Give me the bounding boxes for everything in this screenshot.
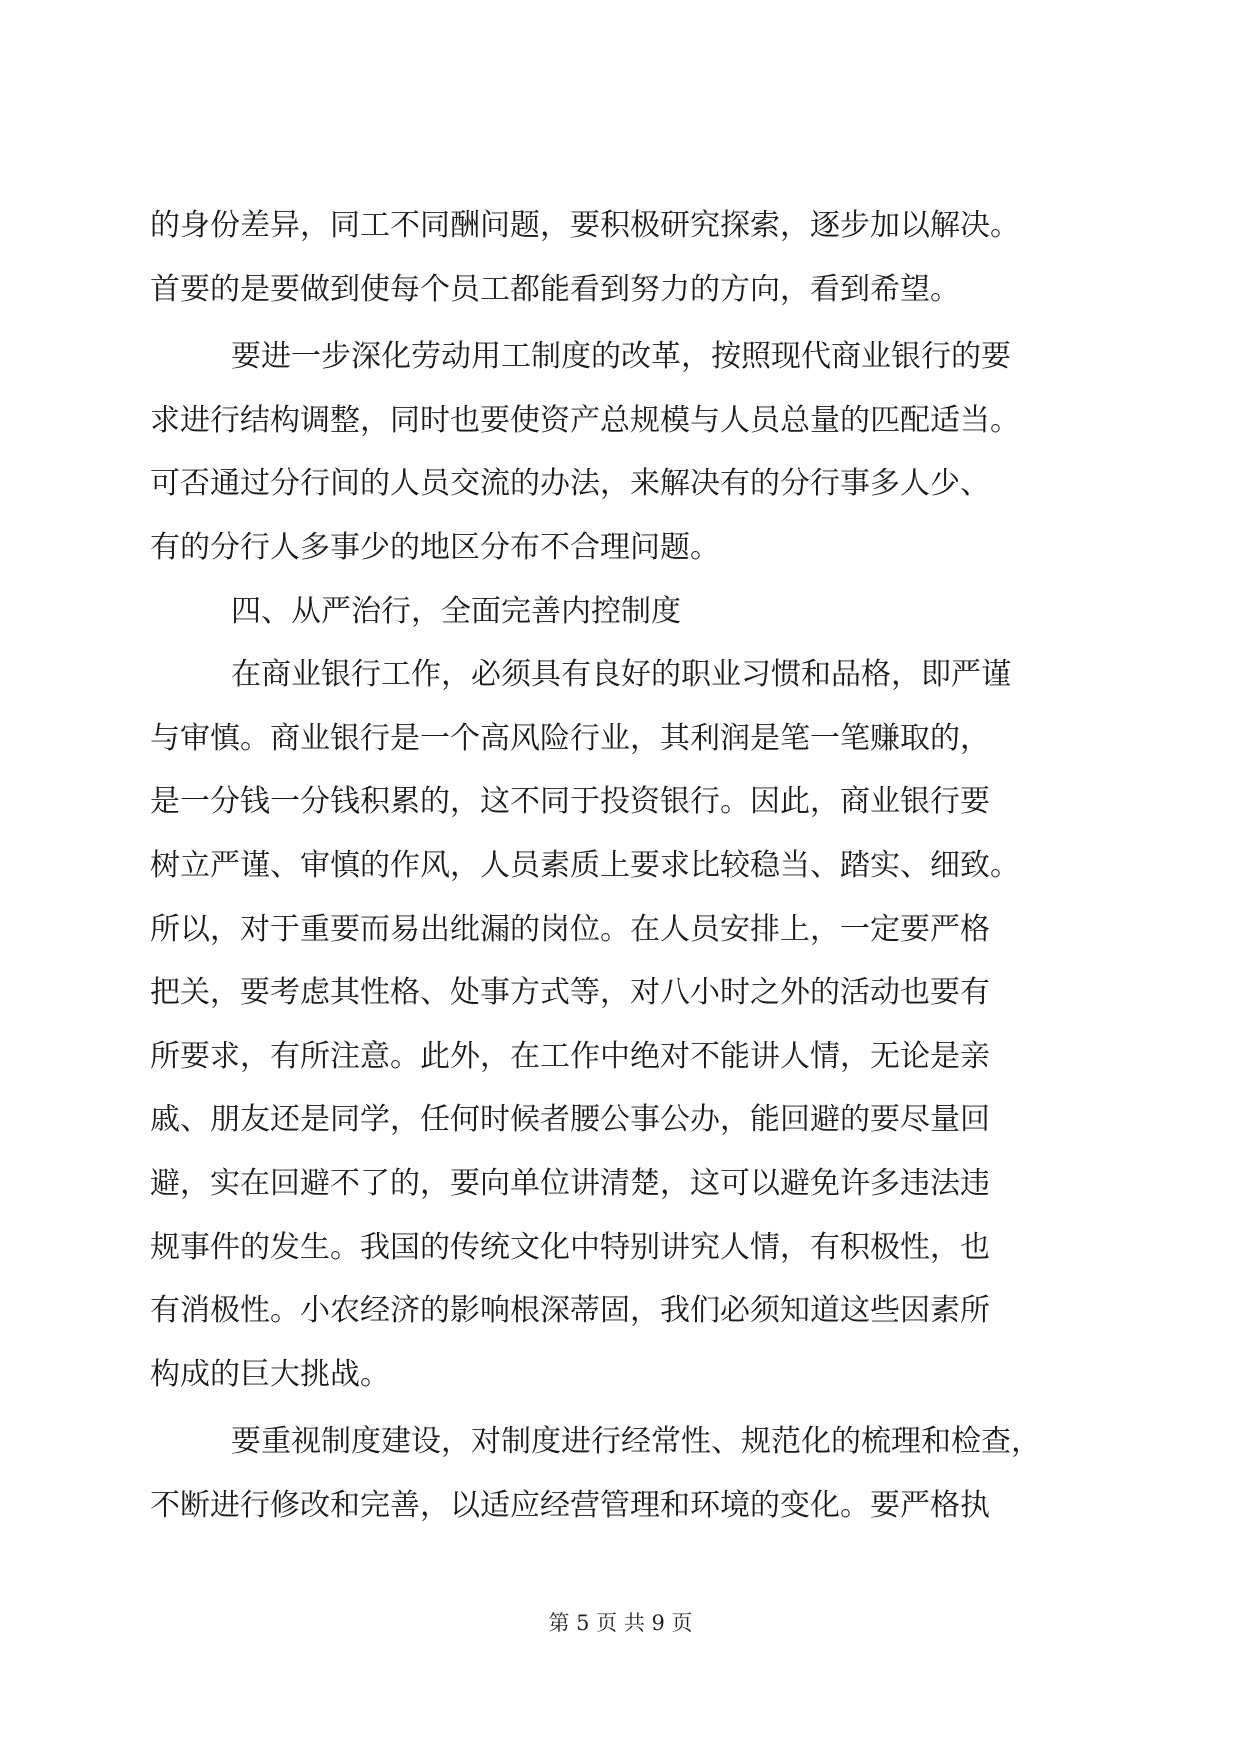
text-line: 有消极性。小农经济的影响根深蒂固，我们必须知道这些因素所 <box>150 1293 990 1329</box>
text-line: 可否通过分行间的人员交流的办法，来解决有的分行事多人少、 <box>150 466 990 502</box>
text-line: 与审慎。商业银行是一个高风险行业，其利润是笔一笔赚取的， <box>150 720 990 756</box>
text-line: 的身份差异，同工不同酬问题，要积极研究探索，逐步加以解决。 <box>150 208 1020 243</box>
text-line: 树立严谨、审慎的作风，人员素质上要求比较稳当、踏实、细致。 <box>150 847 1020 883</box>
section-heading: 四、从严治行，全面完善内控制度 <box>231 593 681 629</box>
text-line: 不断进行修改和完善，以适应经营管理和环境的变化。要严格执 <box>150 1487 990 1523</box>
text-line: 要重视制度建设，对制度进行经常性、规范化的梳理和检查， <box>231 1424 1041 1460</box>
text-line: 戚、朋友还是同学，任何时候者腰公事公办，能回避的要尽量回 <box>150 1102 990 1138</box>
text-line: 构成的巨大挑战。 <box>150 1356 390 1392</box>
body-text <box>150 194 1085 1537</box>
text-line: 要进一步深化劳动用工制度的改革，按照现代商业银行的要 <box>231 339 1011 375</box>
text-line: 在商业银行工作，必须具有良好的职业习惯和品格，即严谨 <box>231 657 1011 693</box>
page-number-footer: 第 5 页 共 9 页 <box>548 1611 693 1635</box>
text-line: 首要的是要做到使每个员工都能看到努力的方向，看到希望。 <box>150 271 960 307</box>
text-line: 把关，要考虑其性格、处事方式等，对八小时之外的活动也要有 <box>150 975 990 1011</box>
text-line: 所要求，有所注意。此外，在工作中绝对不能讲人情，无论是亲 <box>150 1038 990 1074</box>
text-line: 求进行结构调整，同时也要使资产总规模与人员总量的匹配适当。 <box>150 402 1020 438</box>
text-line: 所以，对于重要而易出纰漏的岗位。在人员安排上，一定要严格 <box>150 911 990 947</box>
text-line: 是一分钱一分钱积累的，这不同于投资银行。因此，商业银行要 <box>150 784 990 820</box>
text-line: 规事件的发生。我国的传统文化中特别讲究人情，有积极性，也 <box>150 1229 990 1265</box>
text-line: 有的分行人多事少的地区分布不合理问题。 <box>150 529 720 565</box>
text-line: 避，实在回避不了的，要向单位讲清楚，这可以避免许多违法违 <box>150 1165 990 1201</box>
